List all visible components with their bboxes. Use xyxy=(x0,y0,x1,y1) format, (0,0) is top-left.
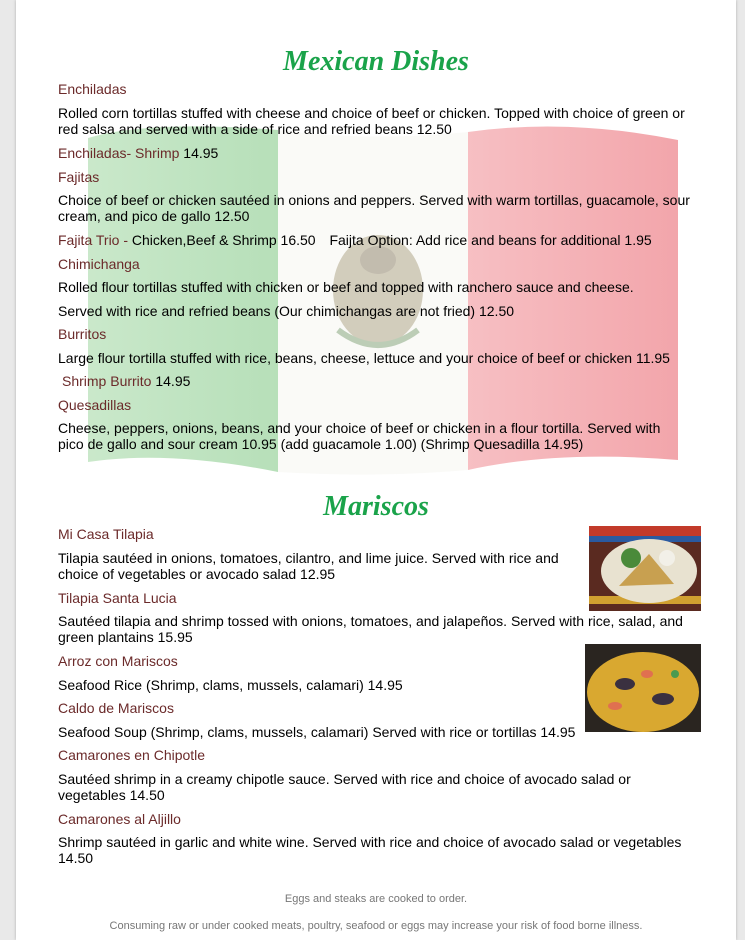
item-name-camarones-en-chipotle: Camarones en Chipotle xyxy=(58,747,206,763)
item-desc-enchiladas: Rolled corn tortillas stuffed with cheese and choice of beef or chicken. Topped with choice of green or red salsa and served with a side of rice and refried beans 12.50 xyxy=(58,105,685,137)
item-name-quesadillas: Quesadillas xyxy=(58,397,132,413)
item-desc-fajitas: Choice of beef or chicken sautéed in onions and peppers. Served with warm tortillas, guacamole, sour cream, and pico de gallo 12.50 xyxy=(58,192,690,224)
item-price-shrimp-burrito: 14.95 xyxy=(155,373,191,389)
item-desc-caldo-de-mariscos: Seafood Soup (Shrimp, clams, mussels, calamari) Served with rice or tortillas 14.95 xyxy=(58,724,576,740)
item-name-enchiladas-shrimp: Enchiladas- Shrimp xyxy=(58,145,180,161)
item-desc-mi-casa-tilapia: Tilapia sautéed in onions, tomatoes, cilantro, and lime juice. Served with rice and choice of vegetables or avocado salad 12.95 xyxy=(58,550,559,582)
item-name-arroz-con-mariscos: Arroz con Mariscos xyxy=(58,653,178,669)
menu-page xyxy=(16,0,736,940)
item-name-fajita-trio: Fajita Trio - xyxy=(58,232,129,248)
item-desc-chimichanga-2: Served with rice and refried beans (Our chimichangas are not fried) 12.50 xyxy=(58,303,515,319)
item-desc-arroz-con-mariscos: Seafood Rice (Shrimp, clams, mussels, calamari) 14.95 xyxy=(58,677,403,693)
footer-note-cooked-to-order: Eggs and steaks are cooked to order. xyxy=(284,893,468,905)
item-name-caldo-de-mariscos: Caldo de Mariscos xyxy=(58,700,174,716)
item-desc-tilapia-santa-lucia: Sautéed tilapia and shrimp tossed with onions, tomatoes, and jalapeños. Served with rice, salad, and green plantains 15.95 xyxy=(58,613,683,645)
item-desc-quesadillas: Cheese, peppers, onions, beans, and your choice of beef or chicken in a flour tortilla. Served with pico de gallo and sour cream 10.95 (add guacamole 1.00) (Shrimp Quesadilla 14.95) xyxy=(58,420,661,452)
item-name-enchiladas: Enchiladas xyxy=(58,81,127,97)
seafood-rice-photo xyxy=(585,644,701,732)
item-name-fajitas: Fajitas xyxy=(58,169,100,185)
item-name-mi-casa-tilapia: Mi Casa Tilapia xyxy=(58,526,154,542)
tilapia-dish-photo xyxy=(589,526,701,611)
item-name-tilapia-santa-lucia: Tilapia Santa Lucia xyxy=(58,590,177,606)
item-name-camarones-al-aljillo: Camarones al Aljillo xyxy=(58,811,181,827)
item-desc-camarones-en-chipotle: Sautéed shrimp in a creamy chipotle sauce. Served with rice and choice of avocado salad or vegetables 14.50 xyxy=(58,771,631,803)
item-option-fajita-trio: Faijta Option: Add rice and beans for additional 1.95 xyxy=(329,232,652,248)
item-name-shrimp-burrito: Shrimp Burrito xyxy=(62,373,152,389)
item-price-enchiladas-shrimp: 14.95 xyxy=(183,145,219,161)
item-desc-camarones-al-aljillo: Shrimp sautéed in garlic and white wine. Served with rice and choice of avocado salad or vegetables 14.50 xyxy=(58,834,682,866)
item-desc-burritos: Large flour tortilla stuffed with rice, beans, cheese, lettuce and your choice of beef or chicken 11.95 xyxy=(58,350,670,366)
section-title-mexican-dishes: Mexican Dishes xyxy=(283,46,469,77)
section-title-mariscos: Mariscos xyxy=(323,491,429,522)
item-name-chimichanga: Chimichanga xyxy=(58,256,140,272)
item-desc-chimichanga-1: Rolled flour tortillas stuffed with chicken or beef and topped with ranchero sauce and cheese. xyxy=(58,279,634,295)
item-enchiladas-shrimp xyxy=(58,145,218,161)
item-name-burritos: Burritos xyxy=(58,326,107,342)
item-fajita-trio xyxy=(58,232,652,248)
item-detail-fajita-trio: Chicken,Beef & Shrimp 16.50 xyxy=(131,232,316,248)
item-shrimp-burrito xyxy=(62,373,190,389)
footer-health-warning: Consuming raw or under cooked meats, poultry, seafood or eggs may increase your risk of food borne illness. xyxy=(109,920,643,932)
